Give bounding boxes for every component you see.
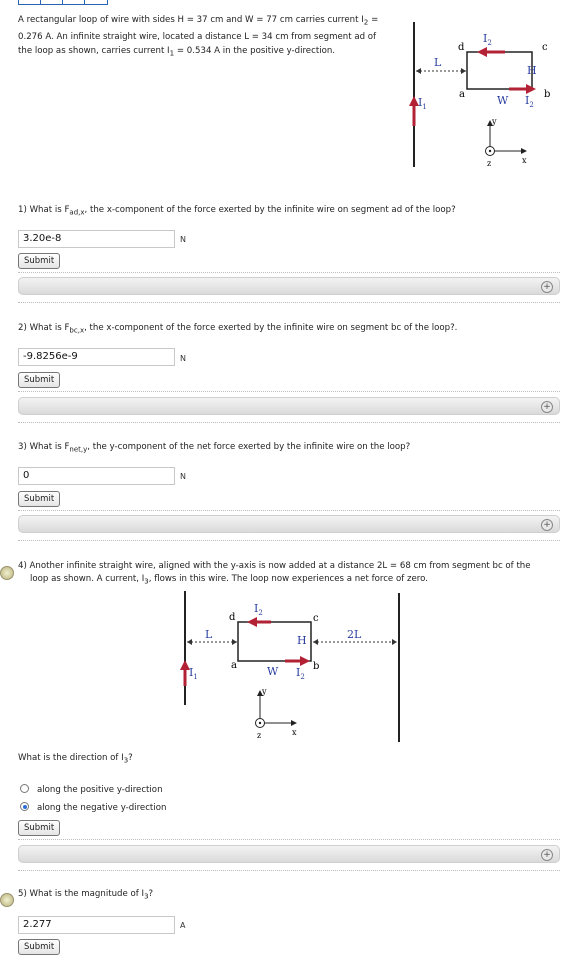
- x-axis-arrowhead: [521, 148, 527, 154]
- corner-b: b: [544, 89, 551, 100]
- i1-label: $I_1$: [418, 96, 427, 111]
- q1-submit-button[interactable]: Submit: [18, 253, 60, 269]
- q3-unit: N: [180, 472, 186, 481]
- q1-hint-bar[interactable]: [18, 277, 560, 295]
- l-arrow-left: [416, 68, 421, 74]
- question-4: [18, 560, 558, 589]
- q2-hint-bar[interactable]: [18, 397, 560, 415]
- question-3: [18, 442, 410, 454]
- intro-sub-1: 1: [169, 48, 175, 58]
- q4-line-1: 4) Another infinite straight wire, aligned with the y-axis is now added at a distance 2L = 68 cm from segment bc of the: [18, 561, 531, 571]
- i2-bottom-arrowhead: [526, 84, 536, 94]
- q3-text-tail: , the y-component of the net force exerted by the infinite wire on the loop?: [87, 442, 411, 452]
- loop-diagram-2: [175, 588, 410, 743]
- q5-answer-input[interactable]: 2.277: [18, 916, 175, 934]
- z-axis-dot: [259, 722, 261, 724]
- part-status-icon: [0, 893, 14, 907]
- q4-prompt-sub: 3: [123, 756, 129, 765]
- 2l-arrow-right: [392, 639, 397, 645]
- 2l-arrow-left: [313, 639, 318, 645]
- divider: [18, 272, 560, 273]
- q3-sub: net,y: [69, 445, 88, 454]
- expand-plus-icon[interactable]: +: [541, 519, 553, 531]
- loop-diagram-1: [405, 22, 565, 172]
- x-axis-arrowhead: [291, 720, 297, 726]
- q3-text: What is F: [29, 442, 70, 452]
- divider: [18, 540, 560, 541]
- q4-prompt-tail: ?: [128, 753, 133, 763]
- y-axis-label: y: [492, 117, 497, 126]
- question-1: [18, 205, 456, 217]
- intro-line-1: A rectangular loop of wire with sides H = 37 cm and W = 77 cm carries current I: [18, 15, 364, 25]
- q5-sub: 3: [144, 892, 149, 901]
- q1-number: 1): [18, 205, 27, 215]
- q2-text-tail: , the x-component of the force exerted by the infinite wire on segment bc of the loop?.: [84, 323, 458, 333]
- l-arrow-left: [187, 639, 192, 645]
- q4-sub: 3: [144, 577, 149, 586]
- i2-bottom-arrowhead: [300, 656, 310, 666]
- x-axis-label: x: [522, 156, 527, 165]
- q4-line-2: loop as shown. A current, I: [30, 574, 145, 584]
- corner-c: c: [542, 42, 548, 53]
- w-label: W: [497, 94, 509, 107]
- i2-top-label: $I_2$: [254, 602, 263, 617]
- q4-submit-button[interactable]: Submit: [18, 820, 60, 836]
- y-axis-label: y: [262, 687, 267, 696]
- q3-number: 3): [18, 442, 27, 452]
- radio-negative-y[interactable]: [20, 802, 29, 811]
- divider: [18, 302, 560, 303]
- q5-submit-button[interactable]: Submit: [18, 939, 60, 955]
- q2-sub: bc,x: [69, 326, 85, 335]
- q2-number: 2): [18, 323, 27, 333]
- q1-answer-input[interactable]: 3.20e-8: [18, 230, 175, 248]
- q1-unit: N: [180, 235, 186, 244]
- divider: [18, 422, 560, 423]
- problem-statement: [18, 13, 394, 60]
- intro-line-3: the loop as shown, carries current I: [18, 45, 170, 56]
- corner-c: c: [313, 613, 319, 624]
- q1-text-tail: , the x-component of the force exerted by the infinite wire on segment ad of the loop?: [84, 205, 456, 215]
- expand-plus-icon[interactable]: +: [541, 849, 553, 861]
- divider: [18, 870, 560, 871]
- expand-plus-icon[interactable]: +: [541, 401, 553, 413]
- q4-hint-bar[interactable]: [18, 845, 560, 863]
- z-axis-label: z: [487, 159, 492, 168]
- intro-line-3-tail: = 0.534 A in the positive y-direction.: [174, 45, 336, 56]
- q1-sub: ad,x: [69, 208, 85, 217]
- i1-label: $I_1$: [189, 666, 198, 681]
- z-axis-dot: [489, 150, 491, 152]
- z-axis-label: z: [257, 731, 262, 740]
- q3-hint-bar[interactable]: [18, 515, 560, 533]
- corner-d: d: [458, 42, 465, 53]
- q1-text: What is F: [29, 205, 70, 215]
- q2-unit: N: [180, 354, 186, 363]
- option-positive-y[interactable]: along the positive y-direction: [37, 785, 163, 795]
- divider: [18, 391, 560, 392]
- l-arrow-right: [461, 68, 466, 74]
- radio-positive-y[interactable]: [20, 784, 29, 793]
- rectangular-loop-1: [467, 52, 532, 89]
- q5-text-tail: ?: [148, 889, 154, 899]
- q4-prompt: [18, 753, 133, 765]
- q4-line-2-tail: , flows in this wire. The loop now experiences a net force of zero.: [148, 574, 428, 584]
- q5-text: 5) What is the magnitude of I: [18, 889, 145, 899]
- i2-top-arrowhead: [247, 617, 257, 627]
- h-label: H: [527, 64, 537, 77]
- option-negative-y[interactable]: along the negative y-direction: [37, 803, 167, 813]
- l-label: L: [434, 56, 442, 69]
- q2-answer-input[interactable]: -9.8256e-9: [18, 348, 175, 366]
- x-axis-label: x: [292, 728, 297, 737]
- i2-bottom-label: $I_2$: [296, 666, 305, 681]
- intro-sub-2: 2: [363, 17, 369, 27]
- question-2: [18, 323, 457, 335]
- i2-top-arrowhead: [477, 47, 487, 57]
- q4-prompt-text: What is the direction of I: [18, 753, 124, 763]
- corner-a: a: [231, 660, 237, 671]
- corner-b: b: [313, 661, 320, 672]
- q3-submit-button[interactable]: Submit: [18, 491, 60, 507]
- top-nav-buttons[interactable]: [18, 0, 108, 5]
- 2l-label: 2L: [347, 628, 362, 641]
- l-arrow-right: [232, 639, 237, 645]
- i2-top-label: $I_2$: [483, 32, 492, 47]
- intro-line-2: 0.276 A. An infinite straight wire, located a distance L = 34 cm from segment ad of: [18, 31, 377, 42]
- expand-plus-icon[interactable]: +: [541, 281, 553, 293]
- q2-submit-button[interactable]: Submit: [18, 372, 60, 388]
- divider: [18, 839, 560, 840]
- q3-answer-input[interactable]: 0: [18, 467, 175, 485]
- w-label: W: [267, 665, 279, 678]
- divider: [18, 510, 560, 511]
- l-label: L: [205, 628, 213, 641]
- q5-unit: A: [180, 921, 186, 930]
- i2-bottom-label: $I_2$: [525, 94, 534, 109]
- intro-tail: =: [368, 15, 379, 25]
- corner-a: a: [459, 89, 465, 100]
- q2-text: What is F: [29, 323, 70, 333]
- corner-d: d: [229, 612, 236, 623]
- question-5: [18, 889, 153, 901]
- h-label: H: [297, 634, 307, 647]
- part-status-icon: [0, 566, 14, 580]
